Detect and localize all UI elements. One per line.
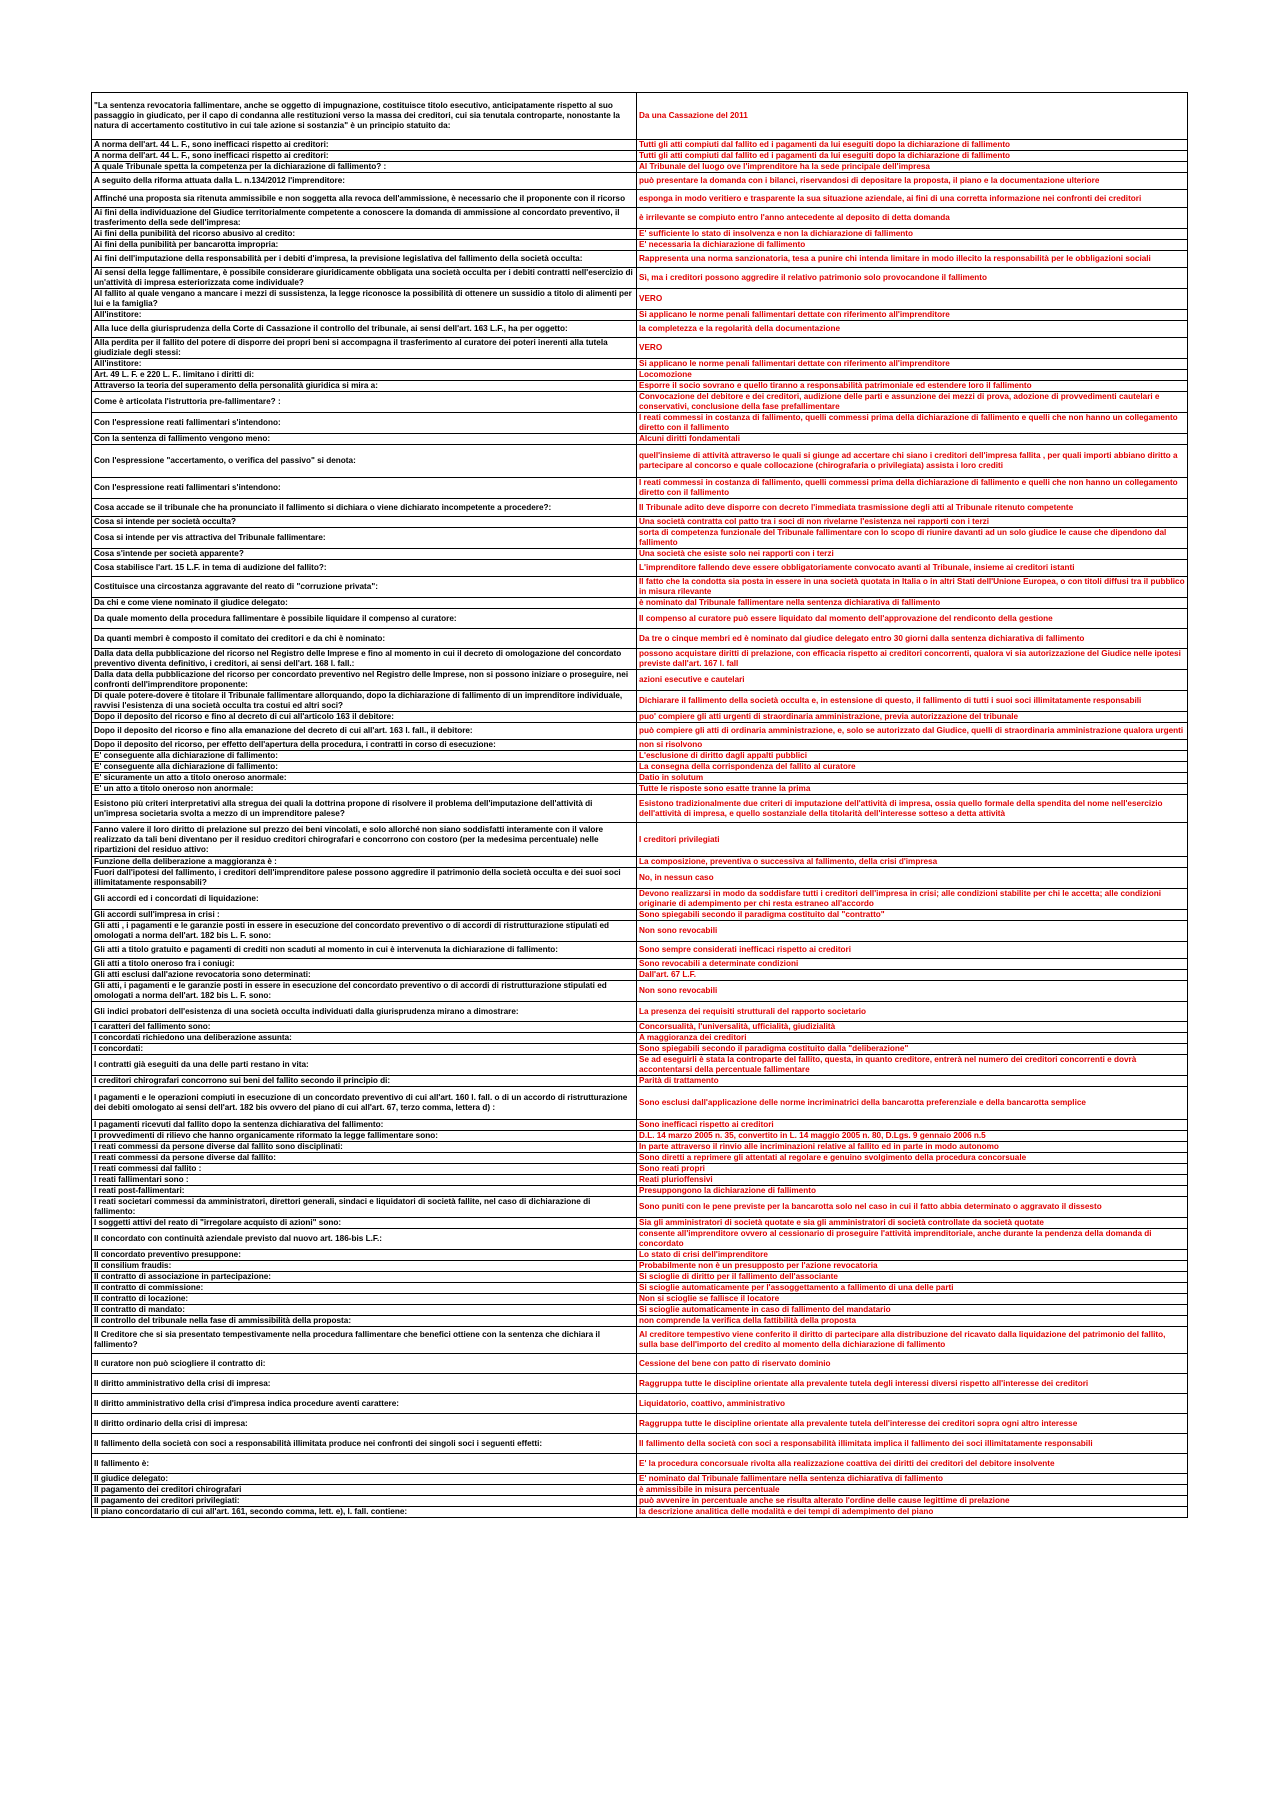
question-cell: Come è articolata l'istruttoria pre-fallimentare? :	[92, 392, 637, 413]
table-row	[92, 338, 1188, 359]
question-cell: Ai fini della punibilità del ricorso abusivo al credito:	[92, 229, 637, 240]
question-cell: Gli atti esclusi dall'azione revocatoria sono determinati:	[92, 970, 637, 981]
table-row	[92, 723, 1188, 740]
answer-cell: Non si scioglie se fallisce il locatore	[637, 1294, 1188, 1305]
answer-cell: I reati commessi in costanza di fallimento, quelli commessi prima della dichiarazione di fallimento e quelli che non hanno un collegamento diretto con il fallimento	[637, 478, 1188, 499]
question-cell: Con la sentenza di fallimento vengono meno:	[92, 434, 637, 445]
question-cell: Alla perdita per il fallito del potere di disporre dei propri beni si accompagna il trasferimento al curatore dei poteri inerenti alla tutela giudiziale degli stessi:	[92, 338, 637, 359]
answer-cell: Si scioglie automaticamente per l'assoggettamento a fallimento di una delle parti	[637, 1283, 1188, 1294]
answer-cell: E' necessaria la dichiarazione di fallimento	[637, 240, 1188, 251]
question-cell: E' conseguente alla dichiarazione di fallimento:	[92, 762, 637, 773]
table-row	[92, 1044, 1188, 1055]
question-cell: Gli accordi sull'impresa in crisi :	[92, 910, 637, 921]
answer-cell: Sono spiegabili secondo il paradigma costituito dalla "deliberazione"	[637, 1044, 1188, 1055]
table-row	[92, 381, 1188, 392]
question-cell: Il fallimento è:	[92, 1454, 637, 1474]
question-cell: Cosa si intende per società occulta?	[92, 517, 637, 528]
question-cell: I reati commessi da persone diverse dal fallito:	[92, 1153, 637, 1164]
answer-cell: sorta di competenza funzionale del Tribunale fallimentare con lo scopo di riunire davanti ad un solo giudice le cause che dipendono dal fallimento	[637, 528, 1188, 549]
answer-cell: La presenza dei requisiti strutturali del rapporto societario	[637, 1002, 1188, 1022]
question-cell: I caratteri del fallimento sono:	[92, 1022, 637, 1033]
question-cell: Il giudice delegato:	[92, 1474, 637, 1485]
answer-cell: è irrilevante se compiuto entro l'anno antecedente al deposito di detta domanda	[637, 208, 1188, 229]
answer-cell: puo' compiere gli atti urgenti di straordinaria amministrazione, previa autorizzazione del tribunale	[637, 712, 1188, 723]
question-cell: E' sicuramente un atto a titolo oneroso anormale:	[92, 773, 637, 784]
answer-cell: può compiere gli atti di ordinaria amministrazione, e, solo se autorizzato dal Giudice, quelli di straordinaria amministrazione qualora urgenti	[637, 723, 1188, 740]
table-row	[92, 208, 1188, 229]
answer-cell: Parità di trattamento	[637, 1076, 1188, 1087]
table-row	[92, 1261, 1188, 1272]
question-cell: Con l'espressione reati fallimentari s'intendono:	[92, 478, 637, 499]
answer-cell: Tutti gli atti compiuti dal fallito ed i pagamenti da lui eseguiti dopo la dichiarazione di fallimento	[637, 151, 1188, 162]
answer-cell: Locomozione	[637, 370, 1188, 381]
answer-cell: Non sono revocabili	[637, 981, 1188, 1002]
table-row	[92, 1218, 1188, 1229]
question-cell: Al fallito al quale vengano a mancare i mezzi di sussistenza, la legge riconosce la possibilità di ottenere un sussidio a titolo di alimenti per lui e la famiglia?	[92, 289, 637, 310]
question-cell: Gli atti, i pagamenti e le garanzie posti in essere in esecuzione del concordato preventivo o di accordi di ristrutturazione stipulati ed omologati a norma dell'art. 182 bis L. F. sono:	[92, 981, 637, 1002]
question-cell: Il piano concordatario di cui all'art. 161, secondo comma, lett. e), l. fall. contiene:	[92, 1507, 637, 1518]
question-cell: E' un atto a titolo oneroso non anormale:	[92, 784, 637, 795]
answer-cell: E' sufficiente lo stato di insolvenza e non la dichiarazione di fallimento	[637, 229, 1188, 240]
answer-cell: azioni esecutive e cautelari	[637, 670, 1188, 691]
question-cell: Gli indici probatori dell'esistenza di una società occulta individuati dalla giurisprudenza mirano a dimostrare:	[92, 1002, 637, 1022]
answer-cell: Si scioglie automaticamente in caso di fallimento del mandatario	[637, 1305, 1188, 1316]
table-row	[92, 1186, 1188, 1197]
question-cell: Dopo il deposito del ricorso e fino alla emanazione del decreto di cui all'art. 163 l. fall., il debitore:	[92, 723, 637, 740]
table-row	[92, 1131, 1188, 1142]
answer-cell: Si scioglie di diritto per il fallimento dell'associante	[637, 1272, 1188, 1283]
table-row	[92, 240, 1188, 251]
table-row	[92, 478, 1188, 499]
question-cell: Il diritto amministrativo della crisi d'impresa indica procedure aventi carattere:	[92, 1394, 637, 1414]
answer-cell: Esistono tradizionalmente due criteri di imputazione dell'attività di impresa, ossia quello formale della spendita del nome nell'esercizio dell'attività di impresa, e quello sostanziale della titolarità dell'interesse sotteso a detta attività	[637, 795, 1188, 823]
table-row	[92, 1033, 1188, 1044]
table-row	[92, 1076, 1188, 1087]
table-row	[92, 1272, 1188, 1283]
table-row	[92, 1394, 1188, 1414]
table-row	[92, 857, 1188, 868]
question-cell: Esistono più criteri interpretativi alla stregua dei quali la dottrina propone di risolvere il problema dell'imputazione dell'attività di un'impresa societaria svolta a mezzo di un imprenditore palese?	[92, 795, 637, 823]
answer-cell: Liquidatorio, coattivo, amministrativo	[637, 1394, 1188, 1414]
question-cell: I contratti già eseguiti da una delle parti restano in vita:	[92, 1055, 637, 1076]
question-cell: Il contratto di mandato:	[92, 1305, 637, 1316]
answer-cell: può presentare la domanda con i bilanci, riservandosi di depositare la proposta, il piano e la documentazione ulteriore	[637, 173, 1188, 190]
table-row	[92, 1197, 1188, 1218]
question-cell: Cosa si intende per vis attractiva del Tribunale fallimentare:	[92, 528, 637, 549]
table-row	[92, 773, 1188, 784]
table-row	[92, 528, 1188, 549]
answer-cell: Raggruppa tutte le discipline orientate alla prevalente tutela degli interessi diversi rispetto all'interesse dei creditori	[637, 1374, 1188, 1394]
answer-cell: Non sono revocabili	[637, 921, 1188, 942]
table-row	[92, 1414, 1188, 1434]
question-cell: I creditori chirografari concorrono sui beni del fallito secondo il principio di:	[92, 1076, 637, 1087]
table-row	[92, 629, 1188, 649]
answer-cell: Esporre il socio sovrano e quello tiranno a responsabilità patrimoniale ed estendere loro il fallimento	[637, 381, 1188, 392]
table-row	[92, 370, 1188, 381]
table-row	[92, 598, 1188, 609]
answer-cell: può avvenire in percentuale anche se risulta alterato l'ordine delle cause legittime di prelazione	[637, 1496, 1188, 1507]
table-row	[92, 751, 1188, 762]
question-cell: Ai fini della individuazione del Giudice territorialmente competente a conoscere la domanda di ammissione al concordato preventivo, il trasferimento della sede dell'impresa:	[92, 208, 637, 229]
table-row	[92, 1153, 1188, 1164]
question-cell: Da quanti membri è composto il comitato dei creditori e da chi è nominato:	[92, 629, 637, 649]
table-row	[92, 784, 1188, 795]
question-cell: Il pagamento dei creditori chirografari	[92, 1485, 637, 1496]
answer-cell: Sono revocabili a determinate condizioni	[637, 959, 1188, 970]
answer-cell: non si risolvono	[637, 740, 1188, 751]
answer-cell: Sì, ma i creditori possono aggredire il relativo patrimonio solo provocandone il fallimento	[637, 268, 1188, 289]
table-row	[92, 609, 1188, 629]
question-cell: Gli atti a titolo gratuito e pagamenti di crediti non scaduti al momento in cui è intervenuta la dichiarazione di fallimento:	[92, 942, 637, 959]
answer-cell: Da una Cassazione del 2011	[637, 93, 1188, 140]
question-cell: E' conseguente alla dichiarazione di fallimento:	[92, 751, 637, 762]
question-cell: I reati post-fallimentari:	[92, 1186, 637, 1197]
question-cell: I pagamenti ricevuti dal fallito dopo la sentenza dichiarativa del fallimento:	[92, 1120, 637, 1131]
answer-cell: Concorsualità, l'universalità, ufficialità, giudizialità	[637, 1022, 1188, 1033]
answer-cell: E' nominato dal Tribunale fallimentare nella sentenza dichiarativa di fallimento	[637, 1474, 1188, 1485]
question-cell: I reati fallimentari sono :	[92, 1175, 637, 1186]
table-row	[92, 162, 1188, 173]
table-row	[92, 1294, 1188, 1305]
table-row	[92, 1305, 1188, 1316]
answer-cell: E' la procedura concorsuale rivolta alla realizzazione coattiva dei diritti dei creditori del debitore insolvente	[637, 1454, 1188, 1474]
question-cell: Fuori dall'ipotesi del fallimento, i creditori dell'imprenditore palese possono aggredire il patrimonio della società occulta e dei suoi soci illimitatamente responsabili?	[92, 868, 637, 889]
answer-cell: Lo stato di crisi dell'imprenditore	[637, 1250, 1188, 1261]
answer-cell: Tutte le risposte sono esatte tranne la prima	[637, 784, 1188, 795]
question-cell: Da quale momento della procedura fallimentare è possibile liquidare il compenso al curatore:	[92, 609, 637, 629]
answer-cell: quell'insieme di attività attraverso le quali si giunge ad accertare chi siano i creditori dell'impresa fallita , per quali importi abbiano diritto a partecipare al concorso e quale collocazione (chirografaria o privilegiata) assista i loro crediti	[637, 445, 1188, 478]
question-cell: Con l'espressione "accertamento, o verifica del passivo" si denota:	[92, 445, 637, 478]
table-row	[92, 560, 1188, 577]
question-cell: I pagamenti e le operazioni compiuti in esecuzione di un concordato preventivo di cui all'art. 160 l. fall. o di un accordo di ristrutturazione dei debiti omologato ai sensi dell'art. 182 bis ovvero del piano di cui all'art. 67, terzo comma, lettera d) :	[92, 1087, 637, 1120]
question-cell: A norma dell'art. 44 L. F., sono inefficaci rispetto ai creditori:	[92, 140, 637, 151]
answer-cell: Sono reati propri	[637, 1164, 1188, 1175]
question-cell: Art. 49 L. F. e 220 L. F.. limitano i diritti di:	[92, 370, 637, 381]
answer-cell: Sono puniti con le pene previste per la bancarotta solo nel caso in cui il fatto abbia determinato o aggravato il dissesto	[637, 1197, 1188, 1218]
table-row	[92, 321, 1188, 338]
question-cell: Affinché una proposta sia ritenuta ammissibile e non soggetta alla revoca dell'ammissione, è necessario che il proponente con il ricorso	[92, 190, 637, 208]
answer-cell: è nominato dal Tribunale fallimentare nella sentenza dichiarativa di fallimento	[637, 598, 1188, 609]
question-cell: Ai sensi della legge fallimentare, è possibile considerare giuridicamente obbligata una società occulta per i debiti contratti nell'esercizio di un'attività di impresa esteriorizzata come individuale?	[92, 268, 637, 289]
table-row	[92, 959, 1188, 970]
answer-cell: Una società contratta col patto tra i soci di non rivelarne l'esistenza nei rapporti con i terzi	[637, 517, 1188, 528]
answer-cell: Se ad eseguirli è stata la controparte del fallito, questa, in quanto creditore, entrerà nel numero dei creditori concorrenti e dovrà accontentarsi della percentuale fallimentare	[637, 1055, 1188, 1076]
answer-cell: Probabilmente non è un presupposto per l'azione revocatoria	[637, 1261, 1188, 1272]
question-cell: Dalla data della pubblicazione del ricorso per concordato preventivo nel Registro delle Imprese, non si possono iniziare o proseguire, nei confronti dell'imprenditore proponente:	[92, 670, 637, 691]
answer-cell: Una società che esiste solo nei rapporti con i terzi	[637, 549, 1188, 560]
table-row	[92, 740, 1188, 751]
answer-cell: VERO	[637, 289, 1188, 310]
table-row	[92, 1250, 1188, 1261]
table-row	[92, 1485, 1188, 1496]
question-cell: Il contratto di associazione in partecipazione:	[92, 1272, 637, 1283]
answer-cell: Il fatto che la condotta sia posta in essere in una società quotata in Italia o in altri Stati dell'Unione Europea, o con titoli diffusi tra il pubblico in misura rilevante	[637, 577, 1188, 598]
answer-cell: Cessione del bene con patto di riservato dominio	[637, 1354, 1188, 1374]
table-row	[92, 1142, 1188, 1153]
table-row	[92, 1316, 1188, 1327]
question-cell: Ai fini dell'imputazione della responsabilità per i debiti d'impresa, la previsione legislativa del fallimento della società occulta:	[92, 251, 637, 268]
table-row	[92, 1002, 1188, 1022]
answer-cell: Datio in solutum	[637, 773, 1188, 784]
table-row	[92, 670, 1188, 691]
answer-cell: Si applicano le norme penali fallimentari dettate con riferimento all'imprenditore	[637, 359, 1188, 370]
question-cell: A norma dell'art. 44 L. F., sono inefficaci rispetto ai creditori:	[92, 151, 637, 162]
question-cell: I provvedimenti di rilievo che hanno organicamente riformato la legge fallimentare sono:	[92, 1131, 637, 1142]
answer-cell: I reati commessi in costanza di fallimento, quelli commessi prima della dichiarazione di fallimento e quelli che non hanno un collegamento diretto con il fallimento	[637, 413, 1188, 434]
answer-cell: Sono spiegabili secondo il paradigma costituito dal "contratto"	[637, 910, 1188, 921]
answer-cell: esponga in modo veritiero e trasparente la sua situazione aziendale, ai fini di una corretta informazione nei confronti dei creditori	[637, 190, 1188, 208]
answer-cell: Reati plurioffensivi	[637, 1175, 1188, 1186]
question-cell: Dopo il deposito del ricorso, per effetto dell'apertura della procedura, i contratti in corso di esecuzione:	[92, 740, 637, 751]
question-cell: Funzione della deliberazione a maggioranza è :	[92, 857, 637, 868]
answer-cell: possono acquistare diritti di prelazione, con efficacia rispetto ai creditori concorrenti, qualora vi sia autorizzazione del Giudice nelle ipotesi previste dall'art. 167 l. fall	[637, 649, 1188, 670]
question-cell: Cosa s'intende per società apparente?	[92, 549, 637, 560]
answer-cell: La composizione, preventiva o successiva al fallimento, della crisi d'impresa	[637, 857, 1188, 868]
table-row	[92, 1496, 1188, 1507]
table-row	[92, 359, 1188, 370]
question-cell: I reati commessi da persone diverse dal fallito sono disciplinati:	[92, 1142, 637, 1153]
answer-cell: consente all'imprenditore ovvero al cessionario di proseguire l'attività imprenditoriale, anche durante la pendenza della domanda di concordato	[637, 1229, 1188, 1250]
answer-cell: Dall'art. 67 L.F.	[637, 970, 1188, 981]
question-cell: I concordati:	[92, 1044, 637, 1055]
answer-cell: A maggioranza dei creditori	[637, 1033, 1188, 1044]
table-row	[92, 517, 1188, 528]
table-row	[92, 1022, 1188, 1033]
question-cell: A quale Tribunale spetta la competenza per la dichiarazione di fallimento? :	[92, 162, 637, 173]
answer-cell: Alcuni diritti fondamentali	[637, 434, 1188, 445]
question-cell: A seguito della riforma attuata dalla L. n.134/2012 l'imprenditore:	[92, 173, 637, 190]
question-cell: Il concordato preventivo presuppone:	[92, 1250, 637, 1261]
answer-cell: Tutti gli atti compiuti dal fallito ed i pagamenti da lui eseguiti dopo la dichiarazione di fallimento	[637, 140, 1188, 151]
table-row	[92, 190, 1188, 208]
table-row	[92, 981, 1188, 1002]
answer-cell: Il fallimento della società con soci a responsabilità illimitata implica il fallimento dei soci illimitatamente responsabili	[637, 1434, 1188, 1454]
answer-cell: VERO	[637, 338, 1188, 359]
answer-cell: I creditori privilegiati	[637, 823, 1188, 857]
answer-cell: L'imprenditore fallendo deve essere obbligatoriamente convocato avanti al Tribunale, insieme ai creditori istanti	[637, 560, 1188, 577]
table-row	[92, 140, 1188, 151]
answer-cell: Sono inefficaci rispetto ai creditori	[637, 1120, 1188, 1131]
answer-cell: In parte attraverso il rinvio alle incriminazioni relative al fallito ed in parte in modo autonomo	[637, 1142, 1188, 1153]
table-row	[92, 868, 1188, 889]
table-row	[92, 1434, 1188, 1454]
table-row	[92, 577, 1188, 598]
answer-cell: No, in nessun caso	[637, 868, 1188, 889]
question-cell: Con l'espressione reati fallimentari s'intendono:	[92, 413, 637, 434]
answer-cell: Sono esclusi dall'applicazione delle norme incriminatrici della bancarotta preferenziale e della bancarotta semplice	[637, 1087, 1188, 1120]
question-cell: All'institore:	[92, 359, 637, 370]
question-cell: I soggetti attivi del reato di "irregolare acquisto di azioni" sono:	[92, 1218, 637, 1229]
question-cell: Il contratto di commissione:	[92, 1283, 637, 1294]
table-row	[92, 1175, 1188, 1186]
question-cell: Il pagamento dei creditori privilegiati:	[92, 1496, 637, 1507]
table-row	[92, 1474, 1188, 1485]
table-row	[92, 712, 1188, 723]
question-cell: Costituisce una circostanza aggravante del reato di "corruzione privata":	[92, 577, 637, 598]
table-row	[92, 823, 1188, 857]
table-row	[92, 795, 1188, 823]
table-row	[92, 691, 1188, 712]
question-cell: Gli atti a titolo oneroso fra i coniugi:	[92, 959, 637, 970]
table-row	[92, 921, 1188, 942]
question-cell: Il controllo del tribunale nella fase di ammissibilità della proposta:	[92, 1316, 637, 1327]
table-row	[92, 1229, 1188, 1250]
table-row	[92, 251, 1188, 268]
answer-cell: Dichiarare il fallimento della società occulta e, in estensione di questo, il fallimento di tutti i suoi soci illimitatamente responsabili	[637, 691, 1188, 712]
question-cell: Il Creditore che si sia presentato tempestivamente nella procedura fallimentare che benefici ottiene con la sentenza che dichiara il fallimento?	[92, 1327, 637, 1354]
question-cell: Dalla data della pubblicazione del ricorso nel Registro delle Imprese e fino al momento in cui il decreto di omologazione del concordato preventivo diventa definitivo, i creditori, ai sensi dell'art. 168 l. fall.:	[92, 649, 637, 670]
answer-cell: la completezza e la regolarità della documentazione	[637, 321, 1188, 338]
question-cell: Cosa stabilisce l'art. 15 L.F. in tema di audizione del fallito?:	[92, 560, 637, 577]
table-row	[92, 1507, 1188, 1518]
question-cell: Gli atti , i pagamenti e le garanzie posti in essere in esecuzione del concordato preventivo o di accordi di ristrutturazione stipulati ed omologati a norma dell'art. 182 bis L. F. sono:	[92, 921, 637, 942]
table-row	[92, 392, 1188, 413]
question-cell: Il consilium fraudis:	[92, 1261, 637, 1272]
answer-cell: è ammissibile in misura percentuale	[637, 1485, 1188, 1496]
answer-cell: Al Tribunale del luogo ove l'imprenditore ha la sede principale dell'impresa	[637, 162, 1188, 173]
answer-cell: D.L. 14 marzo 2005 n. 35, convertito in L. 14 maggio 2005 n. 80, D.Lgs. 9 gennaio 2006 n.5	[637, 1131, 1188, 1142]
question-cell: I reati societari commessi da amministratori, direttori generali, sindaci e liquidatori di società fallite, nel caso di dichiarazione di fallimento:	[92, 1197, 637, 1218]
table-row	[92, 151, 1188, 162]
question-cell: All'institore:	[92, 310, 637, 321]
answer-cell: Raggruppa tutte le discipline orientate alla prevalente tutela dell'interesse dei creditori sopra ogni altro interesse	[637, 1414, 1188, 1434]
table-row	[92, 942, 1188, 959]
question-cell: Il fallimento della società con soci a responsabilità illimitata produce nei confronti dei singoli soci i seguenti effetti:	[92, 1434, 637, 1454]
answer-cell: Sia gli amministratori di società quotate e sia gli amministratori di società controllate da società quotate	[637, 1218, 1188, 1229]
answer-cell: Convocazione del debitore e dei creditori, audizione delle parti e assunzione dei mezzi di prova, adozione di provvedimenti cautelari e conservativi, conclusione della fase prefallimentare	[637, 392, 1188, 413]
table-row	[92, 445, 1188, 478]
question-cell: Il contratto di locazione:	[92, 1294, 637, 1305]
table-row	[92, 762, 1188, 773]
question-cell: I concordati richiedono una deliberazione assunta:	[92, 1033, 637, 1044]
table-row	[92, 1164, 1188, 1175]
table-row	[92, 434, 1188, 445]
question-cell: Ai fini della punibilità per bancarotta impropria:	[92, 240, 637, 251]
table-row	[92, 310, 1188, 321]
table-row	[92, 289, 1188, 310]
table-row	[92, 970, 1188, 981]
table-row	[92, 229, 1188, 240]
question-cell: I reati commessi dal fallito :	[92, 1164, 637, 1175]
table-row	[92, 173, 1188, 190]
question-cell: Da chi e come viene nominato il giudice delegato:	[92, 598, 637, 609]
question-cell: Gli accordi ed i concordati di liquidazione:	[92, 889, 637, 910]
table-row	[92, 1374, 1188, 1394]
question-cell: Attraverso la teoria del superamento della personalità giuridica si mira a:	[92, 381, 637, 392]
table-row	[92, 1055, 1188, 1076]
table-row	[92, 910, 1188, 921]
answer-cell: L'esclusione di diritto dagli appalti pubblici	[637, 751, 1188, 762]
table-row	[92, 1327, 1188, 1354]
question-cell: "La sentenza revocatoria fallimentare, anche se oggetto di impugnazione, costituisce titolo esecutivo, anticipatamente rispetto al suo passaggio in giudicato, per il capo di condanna alle restituzioni verso la massa dei creditori, cui sia tenutala controparte, nonostante la natura di accertamento costitutivo in cui tale azione si sostanzia" è un principio statuito da:	[92, 93, 637, 140]
question-cell: Il curatore non può sciogliere il contratto di:	[92, 1354, 637, 1374]
answer-cell: Il compenso al curatore può essere liquidato dal momento dell'approvazione del rendiconto della gestione	[637, 609, 1188, 629]
table-row	[92, 499, 1188, 517]
quiz-table-sheet	[91, 92, 1188, 1518]
table-row	[92, 1354, 1188, 1374]
table-row	[92, 413, 1188, 434]
question-cell: Dopo il deposito del ricorso e fino al decreto di cui all'articolo 163 il debitore:	[92, 712, 637, 723]
table-row	[92, 549, 1188, 560]
table-row	[92, 649, 1188, 670]
table-row	[92, 889, 1188, 910]
answer-cell: la descrizione analitica delle modalità e dei tempi di adempimento del piano	[637, 1507, 1188, 1518]
question-cell: Il diritto amministrativo della crisi di impresa:	[92, 1374, 637, 1394]
question-cell: Alla luce della giurisprudenza della Corte di Cassazione il controllo del tribunale, ai sensi dell'art. 163 L.F., ha per oggetto:	[92, 321, 637, 338]
table-row	[92, 1087, 1188, 1120]
question-cell: Il diritto ordinario della crisi di impresa:	[92, 1414, 637, 1434]
table-row	[92, 1454, 1188, 1474]
table-row	[92, 1283, 1188, 1294]
answer-cell: Sono diretti a reprimere gli attentati al regolare e genuino svolgimento della procedura concorsuale	[637, 1153, 1188, 1164]
quiz-table	[91, 92, 1188, 1518]
answer-cell: Il Tribunale adito deve disporre con decreto l'immediata trasmissione degli atti al Tribunale ritenuto competente	[637, 499, 1188, 517]
answer-cell: Al creditore tempestivo viene conferito il diritto di partecipare alla distribuzione del ricavato dalla liquidazione del patrimonio del fallito, sulla base dell'importo del credito al momento della dichiarazione di fallimento	[637, 1327, 1188, 1354]
answer-cell: La consegna della corrispondenza del fallito al curatore	[637, 762, 1188, 773]
answer-cell: Sono sempre considerati inefficaci rispetto ai creditori	[637, 942, 1188, 959]
answer-cell: Presuppongono la dichiarazione di fallimento	[637, 1186, 1188, 1197]
answer-cell: Si applicano le norme penali fallimentari dettate con riferimento all'imprenditore	[637, 310, 1188, 321]
table-row	[92, 93, 1188, 140]
table-row	[92, 268, 1188, 289]
question-cell: Di quale potere-dovere è titolare il Tribunale fallimentare allorquando, dopo la dichiarazione di fallimento di un imprenditore individuale, ravvisi l'esistenza di una società occulta tra costui ed altri soci?	[92, 691, 637, 712]
answer-cell: Devono realizzarsi in modo da soddisfare tutti i creditori dell'impresa in crisi; alle condizioni stabilite per chi le accetta; alle condizioni originarie di adempimento per chi resta estraneo all'accordo	[637, 889, 1188, 910]
answer-cell: Da tre o cinque membri ed è nominato dal giudice delegato entro 30 giorni dalla sentenza dichiarativa di fallimento	[637, 629, 1188, 649]
question-cell: Fanno valere il loro diritto di prelazione sul prezzo dei beni vincolati, e solo allorché non siano soddisfatti interamente con il valore realizzato da tali beni diventano per il residuo creditori chirografari e concorrono con costoro (per la medesima percentuale) nelle ripartizioni del residuo attivo:	[92, 823, 637, 857]
answer-cell: non comprende la verifica della fattibilità della proposta	[637, 1316, 1188, 1327]
question-cell: Cosa accade se il tribunale che ha pronunciato il fallimento si dichiara o viene dichiarato incompetente a procedere?:	[92, 499, 637, 517]
answer-cell: Rappresenta una norma sanzionatoria, tesa a punire chi intenda limitare in modo illecito la responsabilità per le obbligazioni sociali	[637, 251, 1188, 268]
question-cell: Il concordato con continuità aziendale previsto dal nuovo art. 186-bis L.F.:	[92, 1229, 637, 1250]
table-row	[92, 1120, 1188, 1131]
